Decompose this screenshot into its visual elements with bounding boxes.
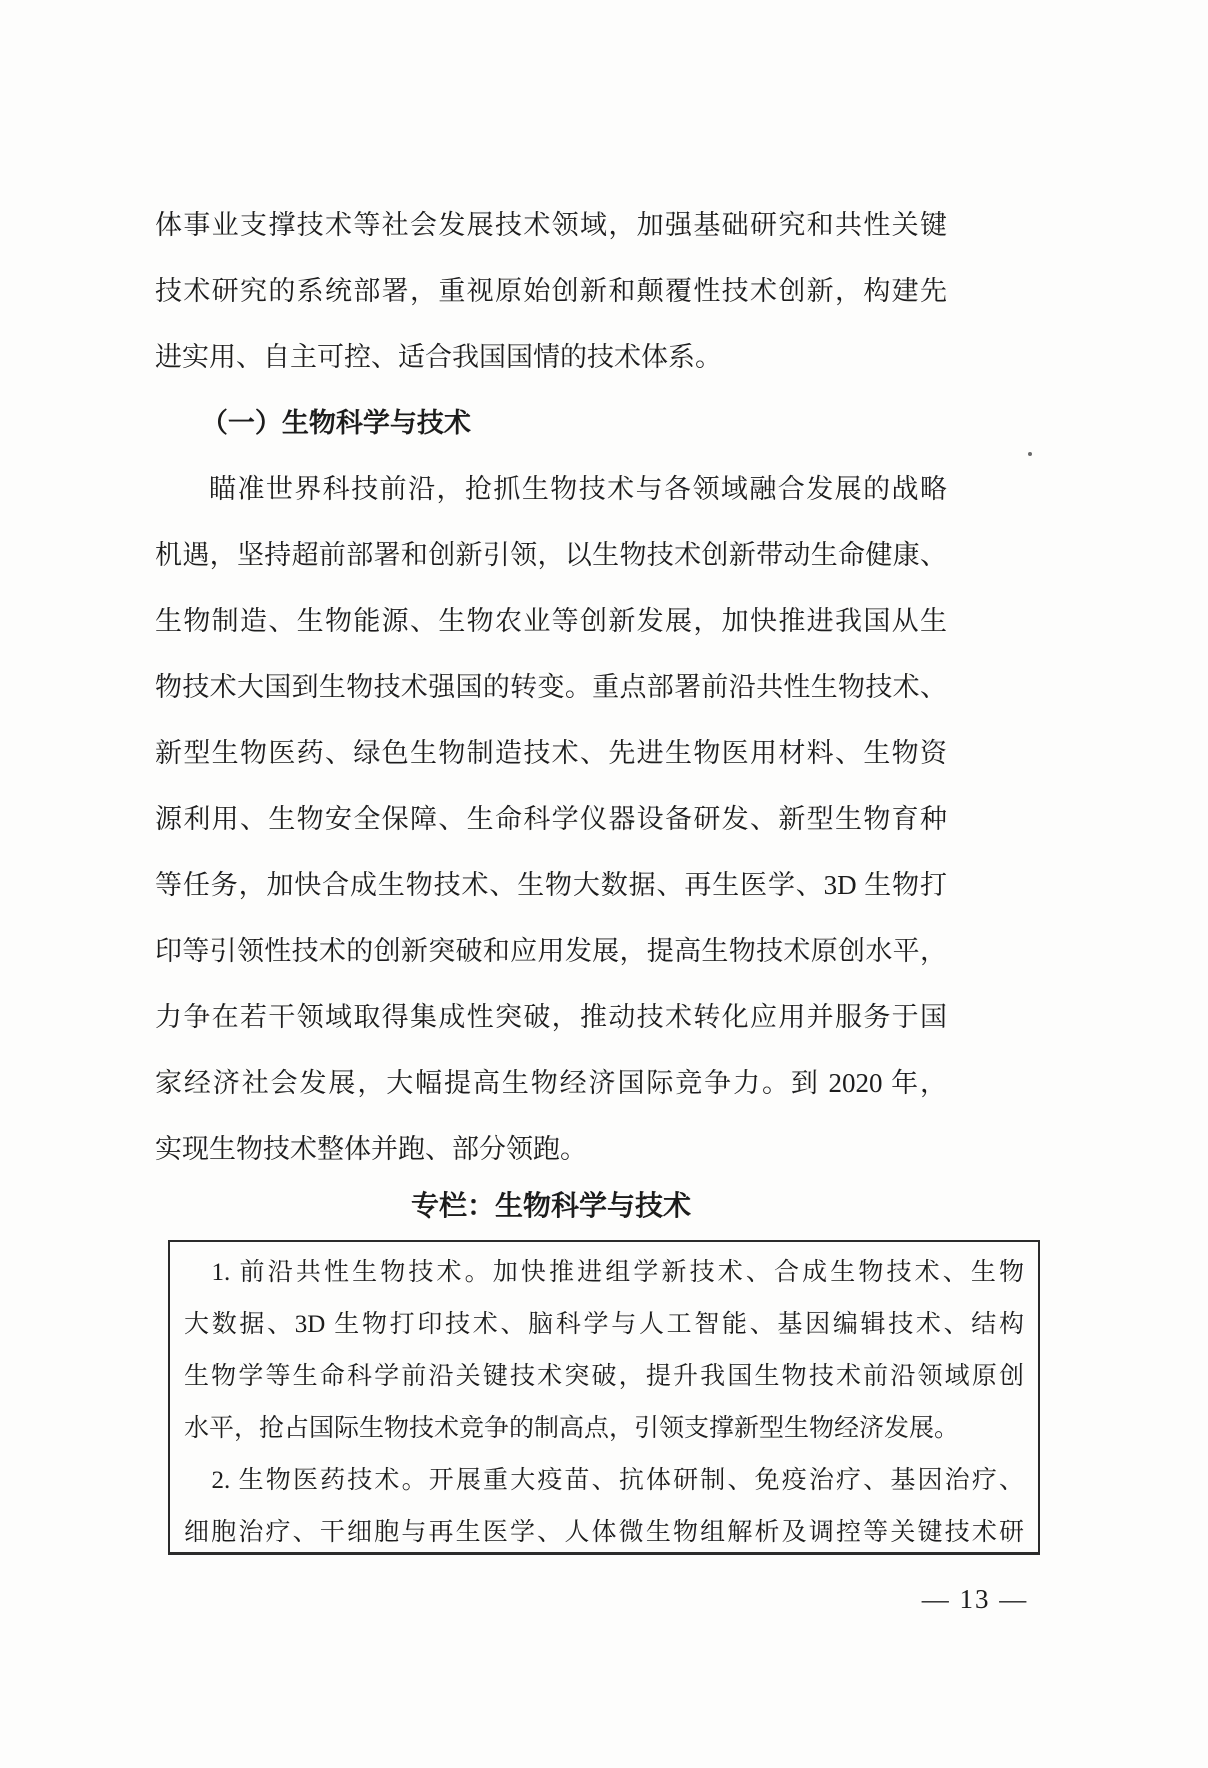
section-heading: （一）生物科学与技术 xyxy=(200,408,471,438)
text-line: 进实用、自主可控、适合我国国情的技术体系。 xyxy=(155,342,722,372)
text-line: 技术研究的系统部署，重视原始创新和颠覆性技术创新，构建先 xyxy=(155,276,947,306)
callout-box-title: 专栏：生物科学与技术 xyxy=(410,1190,691,1221)
callout-box xyxy=(168,1240,1040,1555)
box-text-line: 2. 生物医药技术。开展重大疫苗、抗体研制、免疫治疗、基因治疗、 xyxy=(211,1467,1024,1494)
text-line: 源利用、生物安全保障、生命科学仪器设备研发、新型生物育种 xyxy=(155,804,947,834)
body-text-block xyxy=(155,192,947,1182)
text-line: 新型生物医药、绿色生物制造技术、先进生物医用材料、生物资 xyxy=(155,738,947,768)
text-line: 印等引领性技术的创新突破和应用发展，提高生物技术原创水平， xyxy=(155,936,947,966)
scan-artifact-dot xyxy=(1028,452,1032,456)
box-text-line: 细胞治疗、干细胞与再生医学、人体微生物组解析及调控等关键技术研 xyxy=(184,1519,1024,1546)
text-line: 瞄准世界科技前沿，抢抓生物技术与各领域融合发展的战略 xyxy=(209,474,947,504)
text-line: 机遇，坚持超前部署和创新引领，以生物技术创新带动生命健康、 xyxy=(155,540,947,570)
text-line: 实现生物技术整体并跑、部分领跑。 xyxy=(155,1134,587,1164)
box-text-line: 生物学等生命科学前沿关键技术突破，提升我国生物技术前沿领域原创 xyxy=(184,1363,1024,1390)
text-line: 体事业支撑技术等社会发展技术领域，加强基础研究和共性关键 xyxy=(155,210,947,240)
text-line: 生物制造、生物能源、生物农业等创新发展，加快推进我国从生 xyxy=(155,606,947,636)
text-line: 物技术大国到生物技术强国的转变。重点部署前沿共性生物技术、 xyxy=(155,672,947,702)
box-text-line: 大数据、3D 生物打印技术、脑科学与人工智能、基因编辑技术、结构 xyxy=(184,1311,1024,1338)
text-line: 力争在若干领域取得集成性突破，推动技术转化应用并服务于国 xyxy=(155,1002,947,1032)
box-text-line: 水平，抢占国际生物技术竞争的制高点，引领支撑新型生物经济发展。 xyxy=(184,1415,960,1442)
box-text-line: 1. 前沿共性生物技术。加快推进组学新技术、合成生物技术、生物 xyxy=(211,1259,1024,1286)
page-number: — 13 — xyxy=(921,1584,1029,1614)
text-line: 家经济社会发展，大幅提高生物经济国际竞争力。到 2020 年， xyxy=(155,1068,947,1098)
text-line: 等任务，加快合成生物技术、生物大数据、再生医学、3D 生物打 xyxy=(155,870,947,900)
